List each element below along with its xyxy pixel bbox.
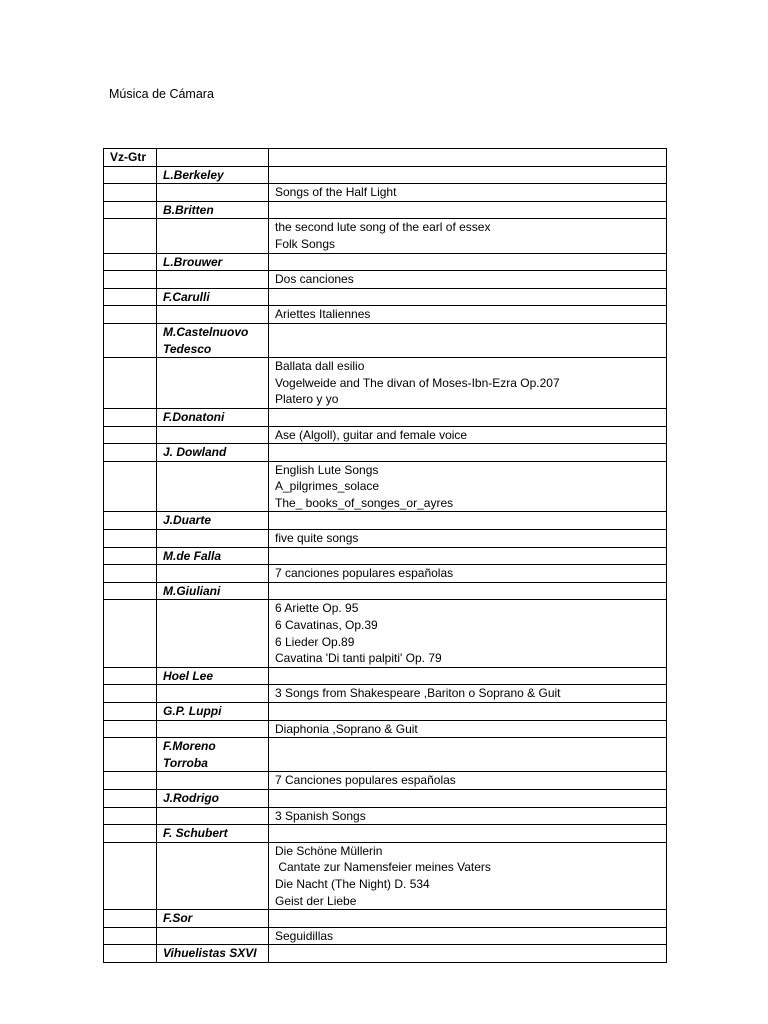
empty-cell <box>104 461 157 512</box>
empty-cell <box>157 927 269 945</box>
composer-name: Hoel Lee <box>157 667 269 685</box>
work-title: Seguidillas <box>275 928 334 943</box>
empty-cell <box>157 358 269 409</box>
composer-name: Vihuelistas SXVI <box>157 945 269 963</box>
empty-cell <box>157 271 269 289</box>
empty-cell <box>104 910 157 928</box>
work-title: Platero y yo <box>275 392 339 407</box>
work-title: 3 Spanish Songs <box>275 808 366 823</box>
composer-row <box>104 323 667 357</box>
work-title: 6 Ariette Op. 95 <box>275 601 359 616</box>
empty-cell <box>157 600 269 667</box>
work-title: Ariettes Italiennes <box>275 307 371 322</box>
works-cell <box>269 184 667 202</box>
table-header-row <box>104 149 667 167</box>
composer-row <box>104 547 667 565</box>
composer-name: M.Giuliani <box>157 582 269 600</box>
empty-cell <box>104 184 157 202</box>
work-title: Die Schöne Müllerin <box>275 843 383 858</box>
works-row <box>104 842 667 909</box>
empty-cell <box>104 582 157 600</box>
works-cell <box>269 600 667 667</box>
work-title: Songs of the Half Light <box>275 185 397 200</box>
work-title: 6 Lieder Op.89 <box>275 634 355 649</box>
works-row <box>104 927 667 945</box>
composer-row <box>104 253 667 271</box>
empty-cell <box>269 703 667 721</box>
empty-cell <box>269 945 667 963</box>
empty-cell <box>104 789 157 807</box>
empty-cell <box>104 807 157 825</box>
work-title: Cantate zur Namensfeier meines Vaters <box>275 860 491 875</box>
composer-row <box>104 582 667 600</box>
works-row <box>104 184 667 202</box>
composer-row <box>104 444 667 462</box>
empty-cell <box>104 201 157 219</box>
work-title: the second lute song of the earl of essex <box>275 220 491 235</box>
work-title: Die Nacht (The Night) D. 534 <box>275 876 430 891</box>
composer-name: J.Rodrigo <box>157 789 269 807</box>
composer-name: G.P. Luppi <box>157 703 269 721</box>
empty-cell <box>269 667 667 685</box>
works-cell <box>269 426 667 444</box>
empty-cell <box>157 772 269 790</box>
empty-cell <box>104 323 157 357</box>
empty-cell <box>269 288 667 306</box>
works-row <box>104 426 667 444</box>
composer-row <box>104 667 667 685</box>
empty-cell <box>269 166 667 184</box>
empty-cell <box>269 738 667 772</box>
work-title: 3 Songs from Shakespeare ,Bariton o Soprano & Guit <box>275 686 561 701</box>
empty-cell <box>157 149 269 167</box>
empty-cell <box>157 842 269 909</box>
work-title: English Lute Songs <box>275 462 379 477</box>
work-title: Diaphonia ,Soprano & Guit <box>275 721 418 736</box>
works-row <box>104 306 667 324</box>
composer-name: M.Castelnuovo Tedesco <box>157 323 269 357</box>
empty-cell <box>104 667 157 685</box>
repertoire-table <box>103 148 667 963</box>
empty-cell <box>104 720 157 738</box>
work-title: Cavatina 'Di tanti palpiti' Op. 79 <box>275 651 442 666</box>
empty-cell <box>269 149 667 167</box>
document-title: Música de Cámara <box>109 87 214 101</box>
work-title: A_pilgrimes_solace <box>275 479 380 494</box>
work-title: 6 Cavatinas, Op.39 <box>275 618 378 633</box>
empty-cell <box>269 547 667 565</box>
empty-cell <box>104 703 157 721</box>
works-row <box>104 772 667 790</box>
empty-cell <box>104 738 157 772</box>
empty-cell <box>104 271 157 289</box>
work-title: The_ books_of_songes_or_ayres <box>275 495 454 510</box>
empty-cell <box>104 444 157 462</box>
empty-cell <box>157 530 269 548</box>
empty-cell <box>157 807 269 825</box>
empty-cell <box>157 685 269 703</box>
empty-cell <box>269 582 667 600</box>
empty-cell <box>104 512 157 530</box>
empty-cell <box>104 253 157 271</box>
empty-cell <box>104 945 157 963</box>
empty-cell <box>104 219 157 253</box>
composer-row <box>104 166 667 184</box>
composer-name: M.de Falla <box>157 547 269 565</box>
table-body <box>104 149 667 963</box>
works-cell <box>269 358 667 409</box>
composer-row <box>104 825 667 843</box>
empty-cell <box>269 825 667 843</box>
empty-cell <box>157 426 269 444</box>
works-row <box>104 685 667 703</box>
empty-cell <box>104 842 157 909</box>
empty-cell <box>104 358 157 409</box>
works-row <box>104 565 667 583</box>
empty-cell <box>157 461 269 512</box>
composer-name: F.Carulli <box>157 288 269 306</box>
empty-cell <box>157 184 269 202</box>
header-cell: Vz-Gtr <box>104 149 157 167</box>
works-cell <box>269 842 667 909</box>
composer-name: F.Moreno Torroba <box>157 738 269 772</box>
composer-row <box>104 945 667 963</box>
empty-cell <box>104 288 157 306</box>
work-title: Ballata dall esilio <box>275 359 365 374</box>
empty-cell <box>104 408 157 426</box>
works-cell <box>269 565 667 583</box>
composer-name: J. Dowland <box>157 444 269 462</box>
composer-row <box>104 789 667 807</box>
empty-cell <box>104 685 157 703</box>
work-title: Dos canciones <box>275 272 354 287</box>
composer-name: J.Duarte <box>157 512 269 530</box>
composer-row <box>104 288 667 306</box>
works-cell <box>269 530 667 548</box>
composer-name: F.Donatoni <box>157 408 269 426</box>
works-row <box>104 600 667 667</box>
empty-cell <box>104 306 157 324</box>
composer-row <box>104 738 667 772</box>
empty-cell <box>157 720 269 738</box>
empty-cell <box>269 253 667 271</box>
work-title: Folk Songs <box>275 236 336 251</box>
works-row <box>104 807 667 825</box>
empty-cell <box>269 512 667 530</box>
composer-row <box>104 910 667 928</box>
composer-name: B.Britten <box>157 201 269 219</box>
work-title: Vogelweide and The divan of Moses-Ibn-Ezra Op.207 <box>275 375 560 390</box>
works-row <box>104 530 667 548</box>
empty-cell <box>269 789 667 807</box>
composer-row <box>104 201 667 219</box>
composer-name: F. Schubert <box>157 825 269 843</box>
works-cell <box>269 306 667 324</box>
works-cell <box>269 927 667 945</box>
empty-cell <box>157 306 269 324</box>
work-title: 7 canciones populares españolas <box>275 566 454 581</box>
composer-row <box>104 408 667 426</box>
empty-cell <box>104 166 157 184</box>
work-title: 7 Canciones populares españolas <box>275 773 456 788</box>
empty-cell <box>104 565 157 583</box>
empty-cell <box>269 444 667 462</box>
work-title: five quite songs <box>275 531 359 546</box>
composer-row <box>104 512 667 530</box>
work-title: Ase (Algoll), guitar and female voice <box>275 427 468 442</box>
works-row <box>104 461 667 512</box>
works-cell <box>269 219 667 253</box>
works-cell <box>269 772 667 790</box>
empty-cell <box>104 600 157 667</box>
works-cell <box>269 807 667 825</box>
composer-name: F.Sor <box>157 910 269 928</box>
empty-cell <box>269 323 667 357</box>
composer-name: L.Berkeley <box>157 166 269 184</box>
empty-cell <box>157 565 269 583</box>
works-row <box>104 720 667 738</box>
works-cell <box>269 685 667 703</box>
composer-name: L.Brouwer <box>157 253 269 271</box>
empty-cell <box>104 530 157 548</box>
empty-cell <box>104 772 157 790</box>
empty-cell <box>104 927 157 945</box>
works-row <box>104 271 667 289</box>
composer-row <box>104 703 667 721</box>
works-row <box>104 219 667 253</box>
empty-cell <box>104 825 157 843</box>
empty-cell <box>157 219 269 253</box>
empty-cell <box>104 547 157 565</box>
works-cell <box>269 720 667 738</box>
works-cell <box>269 271 667 289</box>
work-title: Geist der Liebe <box>275 893 357 908</box>
empty-cell <box>269 910 667 928</box>
empty-cell <box>104 426 157 444</box>
empty-cell <box>269 201 667 219</box>
works-cell <box>269 461 667 512</box>
works-row <box>104 358 667 409</box>
empty-cell <box>269 408 667 426</box>
